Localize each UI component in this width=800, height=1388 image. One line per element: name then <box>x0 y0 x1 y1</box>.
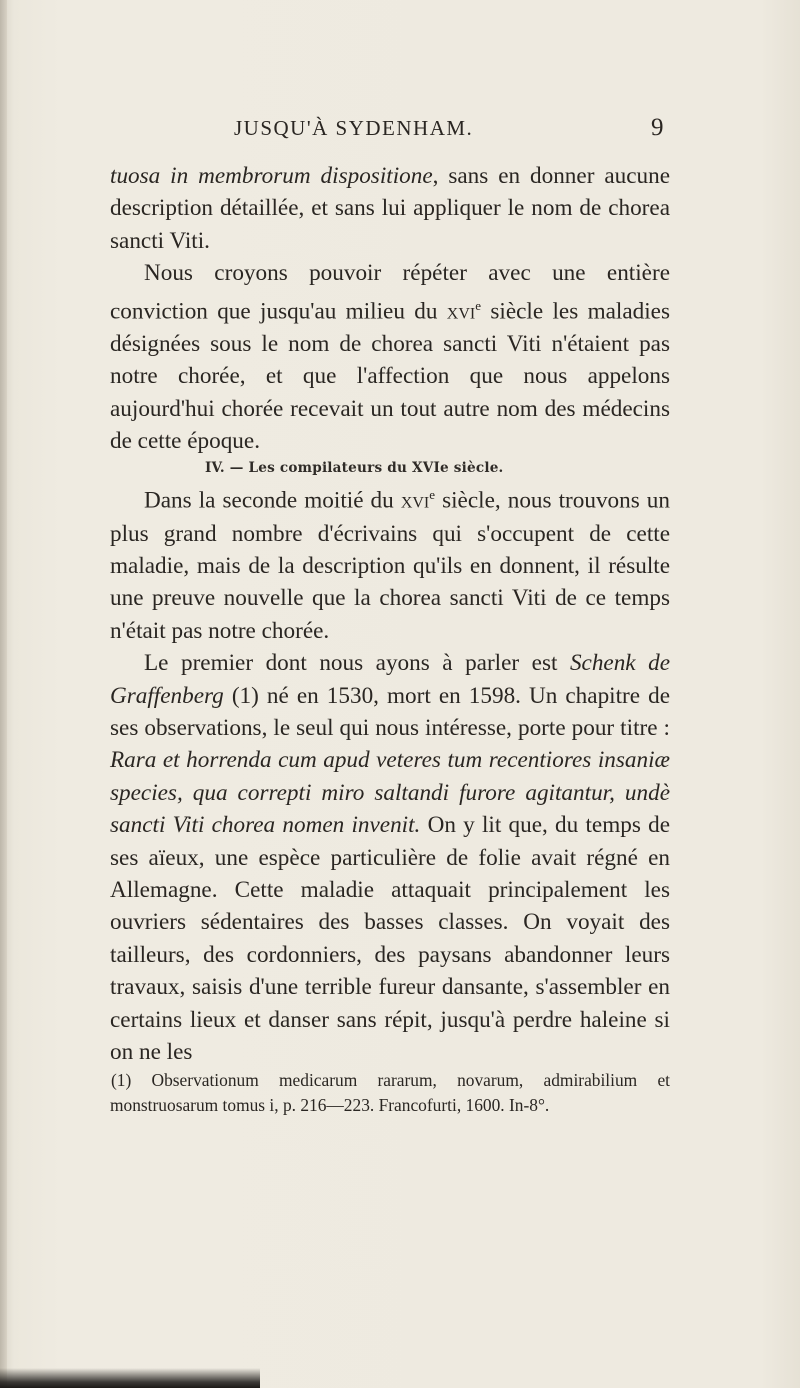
paragraph-text: né en 1530, mort en 1598. Un chapitre de ses observations, le seul qui nous intéresse, porte pour titre : <box>110 682 670 741</box>
paragraph-text: siècle les maladies désignées sous le nom de chorea sancti Viti n'étaient pas notre chorée, et que l'affection que nous appelons aujourd'hui chorée recevait un tout autre nom des médecins de cette époque. <box>110 298 670 454</box>
century-numeral: xvi <box>400 488 430 515</box>
running-title: JUSQU'À SYDENHAM. <box>234 116 474 140</box>
paragraph-2 <box>110 257 670 457</box>
century-numeral: xvi <box>446 298 476 325</box>
page-binding-edge <box>0 0 7 1388</box>
paragraph-text: On y lit que, du temps de ses aïeux, une espèce particulière de folie avait régné en Allemagne. Cette maladie attaquait principalement les ouvriers sédentaires des basses classes. On voyait des tailleurs, des cordonniers, des paysans abandonner leurs travaux, saisis d'une terrible fureur dansante, s'assembler en certains lieux et danser sans répit, jusqu'à perdre haleine si on ne les <box>110 812 670 1066</box>
footnote-marker: (1) <box>111 1070 132 1091</box>
author-name: Schenk de Graffenberg <box>110 650 670 709</box>
page-number: 9 <box>651 114 664 141</box>
footnote <box>110 1068 670 1118</box>
paragraph-text: Le premier dont nous ayons à parler est <box>144 650 570 677</box>
paragraph-1 <box>110 160 670 257</box>
running-header <box>0 116 800 146</box>
paragraph-4 <box>110 647 670 1068</box>
footnote-text: Observationum medicarum rararum, novarum, admirabilium et monstruosarum tomus i, p. 216—223. Francofurti, 1600. In-8°. <box>110 1070 670 1116</box>
footnote-reference: (1) <box>223 682 259 709</box>
main-text <box>110 160 670 1118</box>
century-superscript: e <box>475 297 482 313</box>
paragraph-text: siècle, nous trouvons un plus grand nombre d'écrivains qui s'occupent de cette maladie, mais de la description qu'ils en donnent, il résulte une preuve nouvelle que la chorea sancti Viti de ce temps n'était pas notre chorée. <box>110 488 670 644</box>
paragraph-text: Nous croyons pouvoir répéter avec une entière conviction que jusqu'au milieu du <box>110 260 670 325</box>
century-superscript: e <box>429 487 436 503</box>
chapter-title-latin: Rara et horrenda cum apud veteres tum recentiores insaniæ species, qua correpti miro saltandi furore agitantur, undè sancti Viti chorea nomen invenit. <box>110 747 670 839</box>
paragraph-3 <box>110 479 670 647</box>
section-heading: IV. — Les compilateurs du XVIe siècle. <box>205 460 504 477</box>
scan-shadow <box>0 1368 260 1388</box>
paragraph-text: Dans la seconde moitié du <box>144 488 401 515</box>
latin-phrase: tuosa in membrorum dispositione <box>110 163 433 189</box>
paragraph-text: , sans en donner aucune description détaillée, et sans lui appliquer le nom de chorea sancti Viti. <box>110 163 670 254</box>
